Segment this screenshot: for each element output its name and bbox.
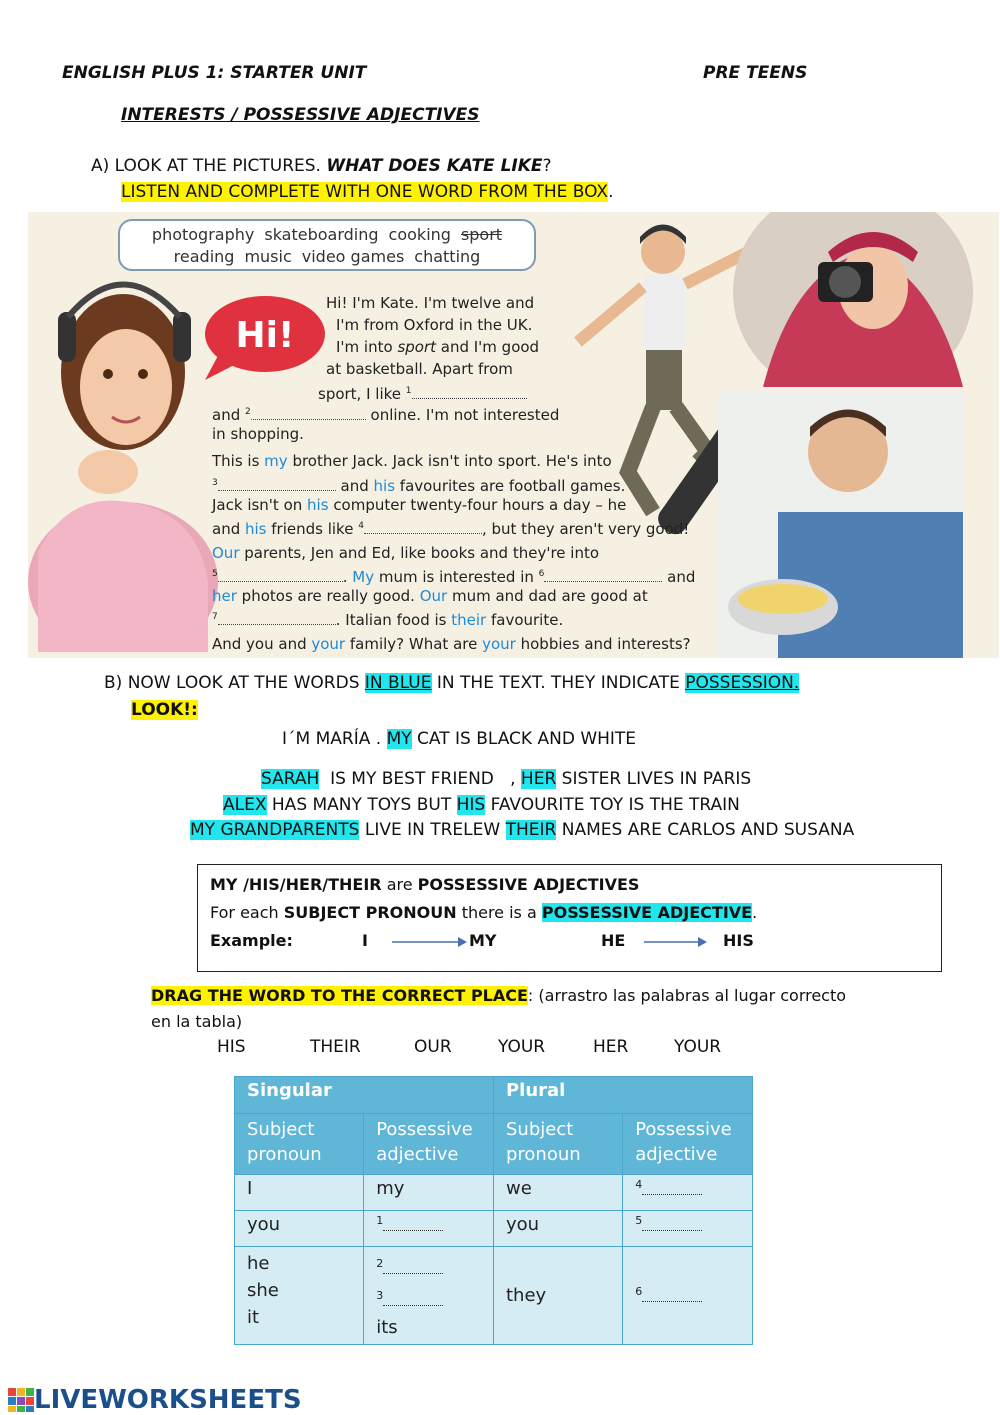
- rule-box: [197, 864, 942, 972]
- word-video-games: video games: [301, 247, 405, 266]
- hi-text: Hi!: [235, 315, 295, 356]
- example-highlight: HER: [520, 769, 557, 789]
- rule-text: are: [381, 875, 418, 894]
- table-cell: you: [493, 1211, 622, 1247]
- slot-number: 5: [635, 1214, 643, 1227]
- kate-text-line: [212, 402, 559, 427]
- man-cooking-photo: [718, 392, 963, 658]
- possessive-word: his: [245, 520, 267, 538]
- example-line-3: [223, 795, 740, 815]
- rule-line-2: [210, 903, 757, 922]
- blank-number-5: 5: [212, 569, 218, 579]
- table-cell: my: [364, 1175, 494, 1211]
- table-col-subject: [493, 1114, 622, 1175]
- example-my: MY: [469, 931, 497, 950]
- word-chatting: chatting: [414, 247, 481, 266]
- table-col-text: Possessive: [635, 1119, 732, 1140]
- table-header-plural: Plural: [493, 1077, 752, 1114]
- possessive-word: his: [307, 496, 329, 514]
- blank-number-2: 2: [245, 407, 251, 417]
- table-cell: they: [493, 1247, 622, 1345]
- possessive-word: their: [451, 611, 487, 629]
- example-highlight: HIS: [456, 795, 486, 815]
- kate-text-line: [212, 451, 612, 473]
- kate-text-line: [212, 586, 648, 608]
- kate-text: computer twenty-four hours a day – he: [328, 496, 627, 514]
- slot-number: 3: [376, 1289, 384, 1302]
- kate-text: . Italian food is: [335, 611, 452, 629]
- drag-word-your[interactable]: YOUR: [498, 1037, 546, 1057]
- word-music: music: [244, 247, 292, 266]
- example-text: IS MY BEST FRIEND ,: [319, 769, 521, 789]
- blank-3[interactable]: [218, 476, 336, 491]
- possessive-word: Our: [419, 587, 448, 605]
- drop-slot-2[interactable]: [376, 1258, 443, 1279]
- blank-4[interactable]: [364, 519, 482, 534]
- kate-text: Jack isn't on: [212, 496, 308, 514]
- drop-slot-5[interactable]: [623, 1211, 753, 1247]
- blank-7[interactable]: [218, 610, 336, 625]
- rule-text: there is a: [456, 903, 542, 922]
- example-text: CAT IS BLACK AND WHITE: [411, 729, 637, 749]
- kate-text: brother Jack. Jack isn't into sport. He's into: [287, 452, 612, 470]
- pronoun-it: it: [247, 1307, 260, 1328]
- worksheet-header-left: ENGLISH PLUS 1: STARTER UNIT: [62, 63, 367, 83]
- kate-text-line: [212, 473, 625, 498]
- kate-text: and: [212, 406, 241, 424]
- kate-text-line: I'm from Oxford in the UK.: [336, 316, 533, 334]
- kate-text: , but they aren't very good!: [481, 520, 690, 538]
- table-cell: [364, 1247, 494, 1345]
- kate-text-line: [212, 543, 599, 565]
- rule-text: .: [752, 903, 758, 922]
- blank-number-6: 6: [538, 569, 545, 579]
- slot-dots: [383, 1220, 443, 1231]
- possessive-word: your: [311, 635, 346, 653]
- drag-word-our[interactable]: OUR: [414, 1037, 452, 1057]
- blank-number-7: 7: [212, 612, 218, 622]
- table-col-text: pronoun: [505, 1144, 581, 1165]
- blank-number-4: 4: [358, 521, 364, 531]
- kate-text: favourites are football games.: [395, 477, 626, 495]
- section-a-line2: [121, 182, 613, 202]
- drag-title: DRAG THE WORD TO THE CORRECT PLACE: [151, 986, 528, 1005]
- slot-number: 1: [376, 1214, 384, 1227]
- rule-text: SUBJECT PRONOUN: [283, 903, 457, 922]
- drag-word-your-2[interactable]: YOUR: [674, 1037, 722, 1057]
- rule-text: MY /HIS/HER/THEIR: [210, 875, 382, 894]
- section-a-instruction: LISTEN AND COMPLETE WITH ONE WORD FROM THE BOX: [121, 182, 609, 202]
- table-col-text: Subject: [505, 1119, 574, 1140]
- drop-slot-6[interactable]: [623, 1247, 753, 1345]
- pronoun-she: she: [247, 1280, 279, 1301]
- blank-2[interactable]: [251, 405, 366, 420]
- example-highlight: SARAH: [261, 769, 320, 789]
- example-line-1: [282, 729, 636, 749]
- table-cell: [235, 1247, 364, 1345]
- example-text: FAVOURITE TOY IS THE TRAIN: [485, 795, 740, 815]
- table-col-text: adjective: [635, 1144, 718, 1165]
- kate-text-line: at basketball. Apart from: [326, 360, 513, 378]
- kate-text: and: [340, 477, 374, 495]
- example-his: HIS: [723, 931, 754, 950]
- slot-dots: [642, 1184, 702, 1195]
- kate-text: I'm into: [336, 338, 398, 356]
- drop-slot-4[interactable]: [623, 1175, 753, 1211]
- blank-number-1: 1: [405, 386, 412, 396]
- slot-dots: [383, 1295, 443, 1306]
- kate-text-line: [212, 516, 689, 541]
- example-text: NAMES ARE CARLOS AND SUSANA: [556, 820, 855, 840]
- kate-text: And you and: [212, 635, 312, 653]
- photographer-photo: [733, 212, 978, 387]
- kate-text: and: [212, 520, 245, 538]
- logo-icon: [8, 1388, 34, 1412]
- section-a-qmark: ?: [542, 156, 552, 176]
- kate-photo: [28, 252, 228, 652]
- possessive-word: your: [482, 635, 516, 653]
- section-b-text: IN THE TEXT. THEY INDICATE: [431, 673, 686, 693]
- table-col-possessive: [623, 1114, 753, 1175]
- possessive-table: [234, 1076, 753, 1345]
- example-he: HE: [601, 931, 626, 950]
- kate-text: parents, Jen and Ed, like books and they're into: [239, 544, 600, 562]
- example-highlight: ALEX: [223, 795, 267, 815]
- blank-5[interactable]: [218, 567, 343, 582]
- section-a-line1: [91, 156, 552, 176]
- kate-text: sport: [397, 338, 436, 356]
- drag-word-her[interactable]: HER: [593, 1037, 629, 1057]
- example-line-2: [261, 769, 751, 789]
- blank-1[interactable]: [412, 384, 527, 399]
- kate-text-line: Hi! I'm Kate. I'm twelve and: [326, 294, 535, 312]
- example-text: SISTER LIVES IN PARIS: [556, 769, 752, 789]
- word-box: [118, 219, 536, 271]
- section-a-prefix: A) LOOK AT THE PICTURES.: [91, 156, 327, 176]
- example-i: I: [362, 931, 368, 950]
- slot-dots: [642, 1291, 702, 1302]
- section-b-inblue: IN BLUE: [364, 673, 432, 693]
- slot-number: 6: [635, 1284, 643, 1298]
- slot-dots: [383, 1263, 443, 1274]
- kate-text-line: [212, 607, 563, 632]
- example-label: Example:: [210, 931, 293, 950]
- table-col-text: Subject: [247, 1119, 315, 1140]
- word-box-row2: [120, 246, 534, 268]
- possessive-word: her: [212, 587, 237, 605]
- look-label: LOOK!:: [131, 700, 198, 720]
- drag-word-his[interactable]: HIS: [217, 1037, 246, 1057]
- word-photography: photography: [151, 225, 255, 244]
- possessive-word: his: [373, 477, 396, 495]
- kate-text: favourite.: [486, 611, 564, 629]
- table-cell: you: [235, 1211, 364, 1247]
- section-b-line: [104, 673, 799, 693]
- drag-word-their[interactable]: THEIR: [310, 1037, 361, 1057]
- section-b-possession: POSSESSION.: [685, 673, 800, 693]
- kate-text: photos are really good.: [236, 587, 420, 605]
- word-sport: sport: [460, 225, 503, 244]
- section-a-question: WHAT DOES KATE LIKE: [326, 156, 543, 176]
- table-col-text: pronoun: [247, 1144, 322, 1165]
- possessive-word: Our: [212, 544, 240, 562]
- rule-text: POSSESSIVE ADJECTIVES: [417, 875, 640, 894]
- kate-text: This is: [212, 452, 265, 470]
- worksheet-header-right: PRE TEENS: [703, 63, 808, 83]
- example-highlight: THEIR: [505, 820, 557, 840]
- kate-text: sport, I like: [318, 385, 402, 403]
- example-line-4: [190, 820, 854, 840]
- drop-slot-1[interactable]: [364, 1211, 494, 1247]
- possessive-word: my: [264, 452, 288, 470]
- example-text: I´M MARÍA .: [282, 729, 387, 749]
- kate-text: and I'm good: [436, 338, 540, 356]
- kate-text: hobbies and interests?: [515, 635, 691, 653]
- kate-text: family? What are: [345, 635, 483, 653]
- example-highlight: MY: [386, 729, 412, 749]
- kate-text: online. I'm not interested: [370, 406, 560, 424]
- possessive-word: My: [352, 568, 375, 586]
- kate-text: mum and dad are good at: [447, 587, 648, 605]
- blank-number-3: 3: [212, 478, 218, 488]
- table-col-text: adjective: [376, 1144, 459, 1165]
- example-text: HAS MANY TOYS BUT: [266, 795, 457, 815]
- rule-text: For each: [210, 903, 284, 922]
- table-cell: I: [235, 1175, 364, 1211]
- drag-instruction: [151, 986, 846, 1005]
- table-header-singular: Singular: [235, 1077, 494, 1114]
- slot-number: 4: [635, 1178, 643, 1191]
- hi-speech-bubble: [200, 292, 330, 382]
- table-col-possessive: [364, 1114, 494, 1175]
- possessive-its: its: [376, 1317, 398, 1338]
- pronoun-he: he: [247, 1253, 270, 1274]
- drag-text: en la tabla): [151, 1012, 243, 1031]
- kate-text-line: [212, 495, 626, 517]
- table-col-text: Possessive: [376, 1119, 473, 1140]
- worksheet-subtitle: INTERESTS / POSSESSIVE ADJECTIVES: [121, 105, 480, 125]
- table-cell: we: [493, 1175, 622, 1211]
- word-reading: reading: [173, 247, 235, 266]
- kate-text-line: [336, 337, 539, 359]
- rule-line-1: [210, 875, 639, 894]
- section-a-period: .: [608, 182, 614, 202]
- kate-text: and: [667, 568, 696, 586]
- word-cooking: cooking: [388, 225, 451, 244]
- kate-text-line: [212, 564, 695, 589]
- table-col-subject: [235, 1114, 364, 1175]
- kate-text: .: [342, 568, 353, 586]
- word-skateboarding: skateboarding: [264, 225, 379, 244]
- liveworksheets-logo[interactable]: [8, 1385, 302, 1415]
- kate-text: friends like: [266, 520, 354, 538]
- section-b-text: B) NOW LOOK AT THE WORDS: [104, 673, 365, 693]
- word-box-row1: [120, 224, 534, 246]
- kate-text-line: [212, 634, 691, 656]
- kate-text: mum is interested in: [374, 568, 534, 586]
- rule-highlight: POSSESSIVE ADJECTIVE: [541, 903, 753, 922]
- arrow-right-icon: [392, 935, 468, 949]
- arrow-right-icon: [644, 935, 708, 949]
- slot-dots: [642, 1220, 702, 1231]
- example-text: LIVE IN TRELEW: [359, 820, 506, 840]
- drag-text: : (arrastro las palabras al lugar correcto: [527, 986, 847, 1005]
- logo-text: LIVEWORKSHEETS: [34, 1385, 302, 1415]
- slot-number: 2: [376, 1257, 384, 1270]
- drop-slot-3[interactable]: [376, 1290, 443, 1311]
- example-highlight: MY GRANDPARENTS: [190, 820, 360, 840]
- kate-text-line: in shopping.: [212, 425, 304, 443]
- blank-6[interactable]: [544, 567, 662, 582]
